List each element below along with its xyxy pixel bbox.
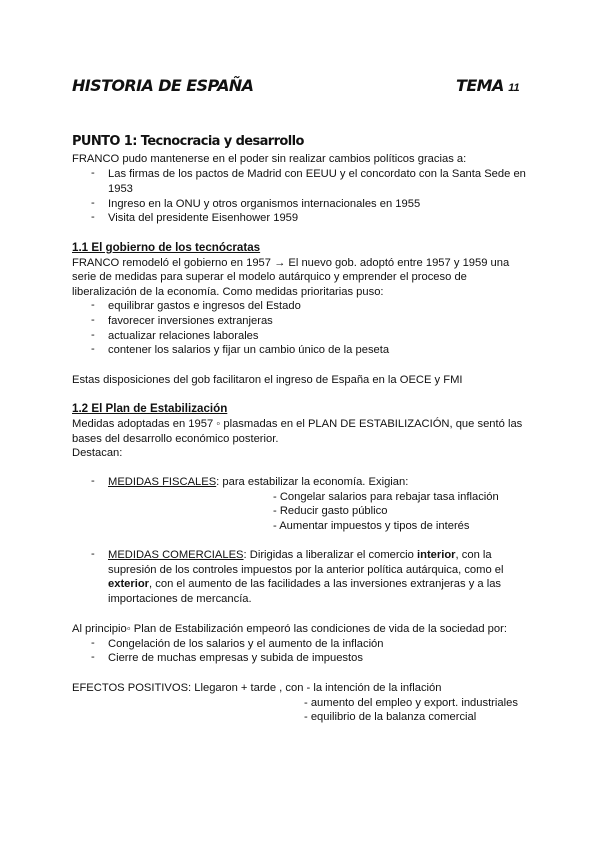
comerciales-line: importaciones de mercancía. [108, 593, 252, 605]
comerciales-text: , con la [455, 549, 492, 561]
principio-line: Al principio◦ Plan de Estabilización empeoró las condiciones de vida de la sociedad por: [72, 623, 507, 635]
bullet-dash: - [91, 314, 95, 326]
bullet-dash: - [91, 637, 95, 649]
list-item: contener los salarios y fijar un cambio único de la peseta [108, 344, 390, 356]
bullet-dash: - [91, 548, 95, 560]
medidas-fiscales-label: MEDIDAS FISCALES [108, 476, 217, 488]
comerciales-bold-exterior: exterior [108, 578, 150, 590]
paragraph-line: serie de medidas para superar el modelo autárquico y emprender el proceso de [72, 271, 467, 283]
paragraph-line: FRANCO remodeló el gobierno en 1957 → El nuevo gob. adoptó entre 1957 y 1959 una [72, 257, 510, 269]
list-item-continuation: 1953 [108, 183, 133, 195]
bullet-dash: - [91, 299, 95, 311]
medidas-fiscales-line [108, 475, 408, 489]
comerciales-line [108, 577, 501, 591]
bullet-dash: - [91, 329, 95, 341]
paragraph-line: bases del desarrollo económico posterior. [72, 433, 279, 445]
paragraph-line: liberalización de la economía. Como medidas prioritarias puso: [72, 286, 384, 298]
list-item: Las firmas de los pactos de Madrid con EEUU y el concordato con la Santa Sede en [108, 168, 526, 180]
bullet-dash: - [91, 475, 95, 487]
section-1-1-heading: 1.1 El gobierno de los tecnócratas [72, 241, 261, 254]
document-title: HISTORIA DE ESPAÑA [72, 76, 254, 95]
list-item: equilibrar gastos e ingresos del Estado [108, 300, 301, 312]
list-item: favorecer inversiones extranjeras [108, 315, 273, 327]
comerciales-line: supresión de los controles impuestos por la anterior política autárquica, como el [108, 564, 504, 576]
tema-number: 11 [508, 82, 520, 94]
section-1-2-heading: 1.2 El Plan de Estabilización [72, 402, 228, 415]
bullet-dash: - [91, 211, 95, 223]
bullet-dash: - [91, 343, 95, 355]
paragraph-line: Medidas adoptadas en 1957 ◦ plasmadas en el PLAN DE ESTABILIZACIÓN, que sentó las [72, 418, 523, 430]
efectos-positivos-line: EFECTOS POSITIVOS: Llegaron + tarde , con - la intención de la inflación [72, 682, 442, 694]
fiscal-subitem: - Reducir gasto público [273, 505, 388, 517]
punto1-heading: PUNTO 1: Tecnocracia y desarrollo [72, 134, 304, 149]
paragraph-line: Destacan: [72, 447, 123, 459]
medidas-fiscales-text: : para estabilizar la economía. Exigian: [216, 476, 409, 488]
fiscal-subitem: - Congelar salarios para rebajar tasa inflación [273, 491, 499, 503]
medidas-comerciales-line [108, 548, 492, 562]
punto1-intro: FRANCO pudo mantenerse en el poder sin realizar cambios políticos gracias a: [72, 153, 467, 165]
bullet-dash: - [91, 167, 95, 179]
list-item: Congelación de los salarios y el aumento de la inflación [108, 638, 384, 650]
comerciales-text: : Dirigidas a liberalizar el comercio [243, 549, 417, 561]
bullet-dash: - [91, 197, 95, 209]
list-item: Ingreso en la ONU y otros organismos internacionales en 1955 [108, 198, 421, 210]
efectos-subitem: - equilibrio de la balanza comercial [304, 711, 477, 723]
tema-header [456, 76, 520, 96]
comerciales-bold-interior: interior [417, 549, 456, 561]
section-1-1-conclusion: Estas disposiciones del gob facilitaron el ingreso de España en la OECE y FMI [72, 374, 463, 386]
bullet-dash: - [91, 651, 95, 663]
tema-label: TEMA [456, 76, 504, 95]
medidas-comerciales-label: MEDIDAS COMERCIALES [108, 549, 244, 561]
comerciales-text: , con el aumento de las facilidades a las inversiones extranjeras y a las [149, 578, 502, 590]
fiscal-subitem: - Aumentar impuestos y tipos de interés [273, 520, 470, 532]
list-item: actualizar relaciones laborales [108, 330, 259, 342]
list-item: Cierre de muchas empresas y subida de impuestos [108, 652, 363, 664]
efectos-subitem: - aumento del empleo y export. industriales [304, 697, 518, 709]
list-item: Visita del presidente Eisenhower 1959 [108, 212, 299, 224]
